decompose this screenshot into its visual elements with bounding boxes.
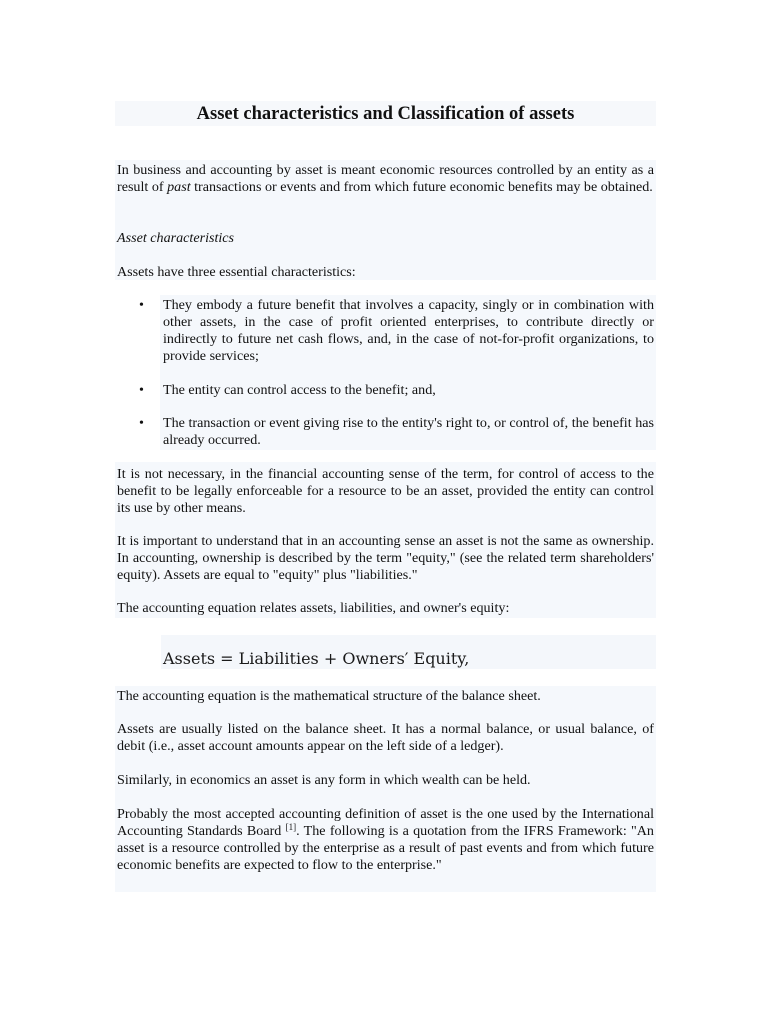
listed-paragraph: Assets are usually listed on the balance sheet. It has a normal balance, or usual balance, of debit (i.e., asset account amounts appear on the left side of a ledger). xyxy=(117,721,654,754)
iasb-paragraph: Probably the most accepted accounting definition of asset is the one used by the International Accounting Standards Board [1]. The following is a quotation from the IFRS Framework: "An asset is a resource controlled by the enterprise as a result of past events and from which future economic benefits are expected to flow to the enterprise." xyxy=(117,806,654,873)
subheading-asset-characteristics: Asset characteristics xyxy=(117,230,235,246)
list-item: • They embody a future benefit that involves a capacity, singly or in combination with other assets, in the case of profit oriented enterprises, to contribute directly or indirectly to future net cash flows, and, in the case of not-for-profit organizations, to provide services; xyxy=(139,297,654,364)
list-item: • The transaction or event giving rise to the entity's right to, or control of, the benefit has already occurred. xyxy=(139,415,654,448)
intro-paragraph: In business and accounting by asset is meant economic resources controlled by an entity as a result of past transactions or events and from which future economic benefits may be obtained. xyxy=(117,162,654,195)
page-title: Asset characteristics and Classification of assets xyxy=(196,104,575,124)
economics-paragraph: Similarly, in economics an asset is any form in which wealth can be held. xyxy=(117,772,531,788)
bullet-marker: • xyxy=(139,297,144,313)
intro-emphasis: past xyxy=(167,179,191,195)
bullet-marker: • xyxy=(139,415,144,431)
lead-paragraph: Assets have three essential characteristics: xyxy=(117,264,356,280)
list-item: • The entity can control access to the benefit; and, xyxy=(139,382,436,398)
control-paragraph: It is not necessary, in the financial accounting sense of the term, for control of access to the benefit to be legally enforceable for a resource to be an asset, provided the entity can control its use by other means. xyxy=(117,466,654,516)
accounting-equation: Assets = Liabilities + Owners′ Equity, xyxy=(163,649,470,668)
structure-paragraph: The accounting equation is the mathematical structure of the balance sheet. xyxy=(117,688,541,704)
equation-intro-paragraph: The accounting equation relates assets, liabilities, and owner's equity: xyxy=(117,600,510,616)
bullet-marker: • xyxy=(139,382,144,398)
ownership-paragraph: It is important to understand that in an accounting sense an asset is not the same as ownership. In accounting, ownership is described by the term "equity," (see the related term shareholders' equity). Assets are equal to "equity" plus "liabilities." xyxy=(117,533,654,583)
footnote-ref-1[interactable]: [1] xyxy=(285,822,297,832)
